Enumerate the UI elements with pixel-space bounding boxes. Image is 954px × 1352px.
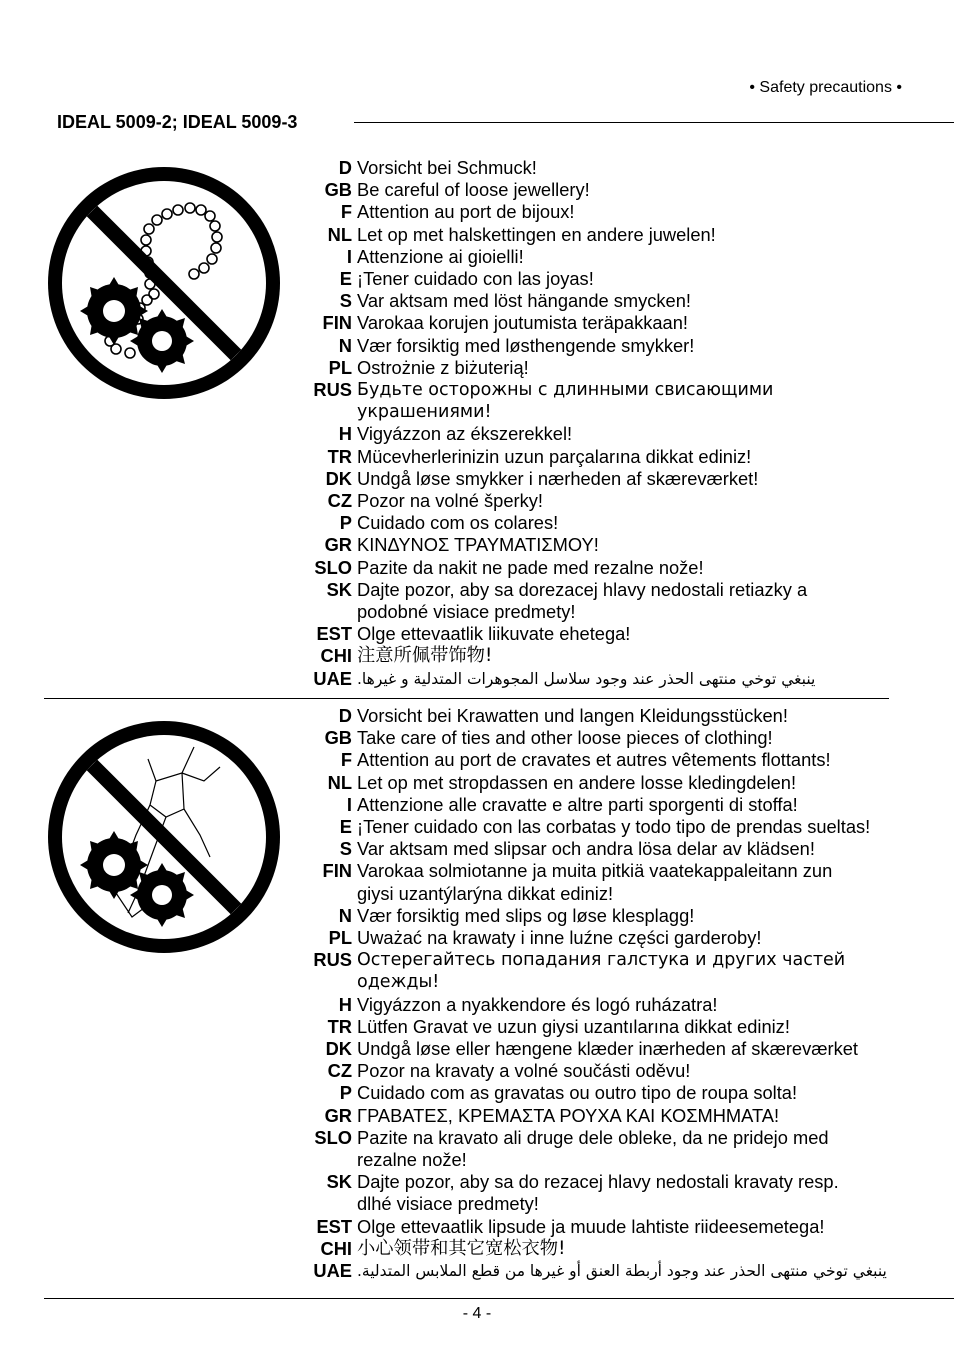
warning-row-fin [306,860,887,904]
language-code: D [338,705,352,726]
warning-text: Ostrożnie z biżuterią! [357,356,529,378]
warning-text: Olge ettevaatlik lipsude ja muude lahtiste riideesemetega! [357,1215,825,1237]
warning-text: Be careful of loose jewellery! [357,179,590,201]
warning-text: Let op met halskettingen en andere juwelen! [357,223,716,245]
warning-row-tr [306,1016,887,1038]
language-code: S [339,290,352,312]
warning-text: Dajte pozor, aby sa dorezacej hlavy nedostali retiazky a podobné visiace predmety! [357,578,808,623]
language-code: NL [327,771,352,793]
warning-row-sk [306,1171,887,1215]
warning-row-nl [306,224,815,246]
language-code: S [339,838,352,860]
language-code: GR [324,1104,352,1126]
title-divider [354,122,954,123]
language-code: SLO [314,556,352,578]
language-code: F [340,749,352,771]
footer-divider [44,1298,954,1299]
warning-row-cz [306,1060,887,1082]
warning-row-gr [306,534,815,556]
warning-text: Vær forsiktig med slips og løse klesplagg! [357,904,695,926]
warning-row-slo [306,557,815,579]
section-divider [44,698,889,699]
language-code: GB [324,727,352,749]
warning-row-e [306,268,815,290]
warning-text: Undgå løse eller hængene klæder inærheden af skæreværket [357,1038,858,1060]
warning-text: Pozor na volné šperky! [357,490,543,512]
warning-row-est [306,1216,887,1238]
warning-row-h [306,423,815,445]
language-code: DK [325,1038,352,1060]
warning-text: ¡Tener cuidado con las corbatas y todo tipo de prendas sueltas! [357,816,871,838]
language-code: E [339,268,352,290]
warning-row-pl [306,357,815,379]
warning-row-gb [306,727,887,749]
no-loose-jewellery-prohibition-icon [44,163,284,403]
language-code: I [346,245,352,267]
warning-text: Vær forsiktig med løsthengende smykker! [357,334,695,356]
warning-text: Pozor na kravaty a volné součásti oděvu! [357,1060,691,1082]
warning-text: ΚΙΝΔΥΝΟΣ ΤΡΑΥΜΑΤΙΣΜΟΥ! [357,534,599,556]
language-code: P [339,512,352,534]
language-code: TR [327,445,352,467]
warning-text: Cuidado com os colares! [357,512,559,534]
warning-row-dk [306,468,815,490]
warning-row-slo [306,1127,887,1171]
warning-row-p [306,1082,887,1104]
warning-row-n [306,335,815,357]
warning-row-sk [306,579,815,623]
ties-warning-list [306,705,887,1282]
warning-text: Attention au port de cravates et autres vêtements flottants! [357,749,831,771]
warning-row-d [306,157,815,179]
warning-text: ينبغي توخي منتهى الحذر عند وجود أربطة العنق أو غيرها من قطع الملابس المتدلية. [357,1262,887,1281]
warning-text: Undgå løse smykker i nærheden af skæreværket! [357,467,759,489]
warning-text: Будьте осторожны с длинными свисающими украшениями! [357,380,774,423]
warning-row-est [306,623,815,645]
language-code: GB [324,179,352,201]
warning-text: Lütfen Gravat ve uzun giysi uzantılarına dikkat ediniz! [357,1015,790,1037]
language-code: DK [325,467,352,489]
warning-row-f [306,201,815,223]
warning-row-fin [306,312,815,334]
warning-text: Dajte pozor, aby sa do rezacej hlavy nedostali kravaty resp. dlhé visiace predmety! [357,1171,839,1215]
warning-row-e [306,816,887,838]
language-code: CZ [327,1060,352,1082]
language-code: PL [328,356,352,378]
language-code: CZ [327,490,352,512]
warning-row-s [306,838,887,860]
warning-text: Остерегайтесь попадания галстука и других частей одежды! [357,950,846,993]
warning-row-dk [306,1038,887,1060]
warning-text: Attenzione alle cravatte e altre parti sporgenti di stoffa! [357,793,798,815]
warning-text: 小心领带和其它宽松衣物! [357,1237,566,1259]
language-code: SLO [314,1126,352,1148]
language-code: E [339,816,352,838]
warning-text: ΓΡΑΒΑΤΕΣ, ΚΡΕΜΑΣΤΑ ΡΟΥΧΑ ΚΑΙ ΚΟΣΜΗΜΑΤΑ! [357,1104,780,1126]
warning-row-gb [306,179,815,201]
warning-text: Vorsicht bei Schmuck! [357,157,537,178]
language-code: EST [316,623,352,645]
warning-text: Varokaa korujen joutumista teräpakkaan! [357,312,688,334]
warning-row-h [306,994,887,1016]
warning-row-rus [306,949,887,993]
language-code: FIN [322,860,352,882]
model-title: IDEAL 5009-2; IDEAL 5009-3 [57,112,298,132]
language-code: P [339,1082,352,1104]
warning-text: Attention au port de bijoux! [357,201,575,223]
language-code: F [340,201,352,223]
warning-text: ينبغي توخي منتهى الحذر عند وجود سلاسل المجوهرات المتدلية و غيرها. [357,669,816,688]
language-code: UAE [313,667,352,689]
warning-row-d [306,705,887,727]
warning-text: Var aktsam med löst hängande smycken! [357,290,691,312]
language-code: FIN [322,312,352,334]
warning-row-i [306,246,815,268]
language-code: UAE [313,1260,352,1282]
warning-row-n [306,905,887,927]
warning-row-i [306,794,887,816]
warning-row-rus [306,379,815,423]
warning-row-tr [306,446,815,468]
no-loose-ties-prohibition-icon [44,717,284,957]
language-code: I [346,793,352,815]
warning-text: ¡Tener cuidado con las joyas! [357,268,594,290]
language-code: EST [316,1215,352,1237]
language-code: CHI [320,1237,352,1259]
warning-row-f [306,749,887,771]
warning-text: Olge ettevaatlik liikuvate ehetega! [357,623,631,645]
page-number: - 4 - [462,1305,492,1322]
warning-row-pl [306,927,887,949]
warning-row-p [306,512,815,534]
warning-text: Vigyázzon a nyakkendore és logó ruházatra! [357,993,718,1015]
warning-text: Vigyázzon az ékszerekkel! [357,423,573,445]
warning-text: Let op met stropdassen en andere losse kledingdelen! [357,771,797,793]
warning-text: Mücevherlerinizin uzun parçalarına dikkat ediniz! [357,445,752,467]
language-code: NL [327,223,352,245]
warning-text: Pazite da nakit ne pade med rezalne nože! [357,556,704,578]
warning-row-uae [306,1260,887,1282]
language-code: CHI [320,645,352,667]
warning-row-s [306,290,815,312]
warning-row-nl [306,772,887,794]
language-code: GR [324,534,352,556]
warning-row-cz [306,490,815,512]
language-code: N [338,904,352,926]
language-code: SK [326,1171,352,1193]
language-code: N [338,334,352,356]
warning-text: Var aktsam med slipsar och andra lösa delar av klädsen! [357,838,815,860]
warning-text: Pazite na kravato ali druge dele obleke, da ne pridejo med rezalne nože! [357,1126,829,1171]
language-code: RUS [313,949,352,971]
warning-row-gr [306,1105,887,1127]
language-code: H [338,423,352,445]
language-code: PL [328,927,352,949]
warning-row-uae [306,668,815,690]
language-code: RUS [313,379,352,401]
warning-text: Attenzione ai gioielli! [357,245,524,267]
warning-text: Cuidado com as gravatas ou outro tipo de roupa solta! [357,1082,798,1104]
warning-text: Vorsicht bei Krawatten und langen Kleidungsstücken! [357,705,788,726]
warning-text: 注意所佩带饰物! [357,645,493,667]
language-code: D [338,157,352,178]
language-code: H [338,993,352,1015]
warning-text: Take care of ties and other loose pieces of clothing! [357,727,773,749]
warning-row-chi [306,1238,887,1260]
warning-row-chi [306,645,815,667]
warning-text: Uważać na krawaty i inne luźne części garderoby! [357,927,762,949]
language-code: TR [327,1015,352,1037]
jewellery-warning-list [306,157,815,690]
language-code: SK [326,578,352,600]
section-label: • Safety precautions • [749,79,902,96]
warning-text: Varokaa solmiotanne ja muita pitkiä vaatekappaleitann zun giysi uzantýlarýna dikkat ediniz! [357,860,833,904]
